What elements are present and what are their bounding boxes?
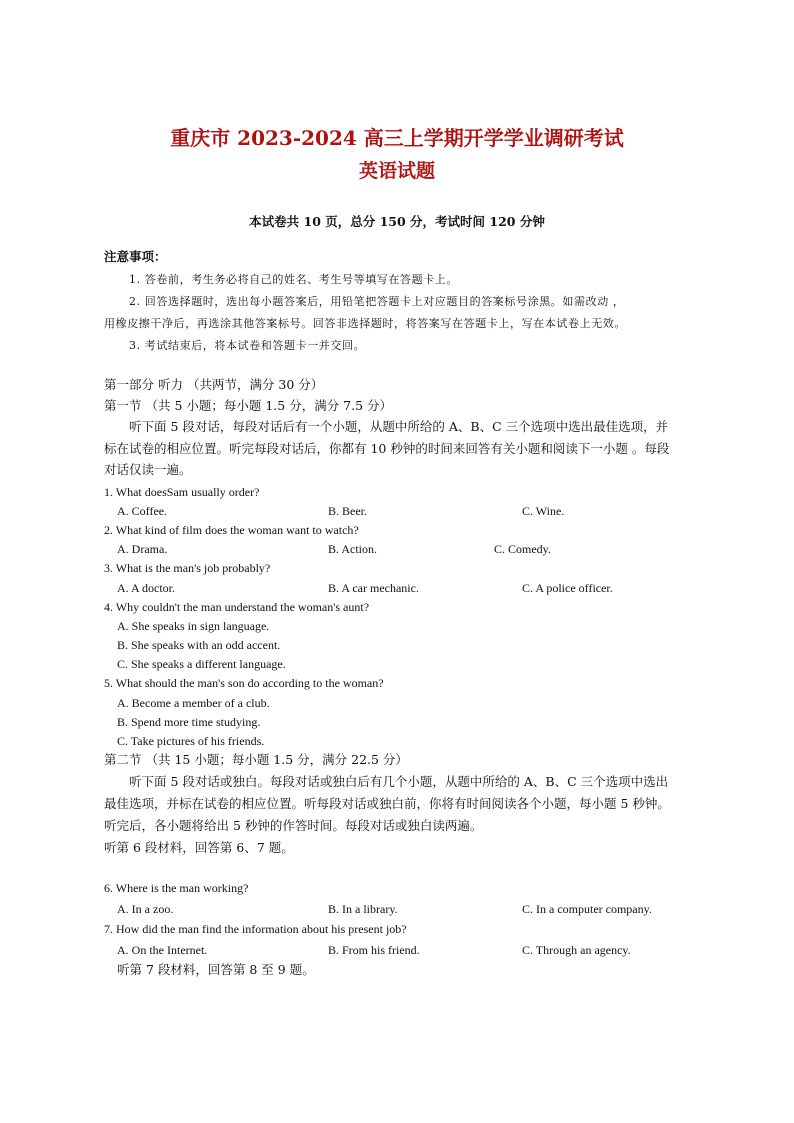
question-text: 3. What is the man's job probably? [104,561,271,575]
option-b: B. She speaks with an odd accent. [117,638,281,652]
option-c: C. She speaks a different language. [117,657,286,671]
note-item: 1. 答卷前，考生务必将自己的姓名、考生号等填写在答题卡上。 [129,273,458,286]
exam-info: 本试卷共 10 页，总分 150 分，考试时间 120 分钟 [249,214,545,229]
section1-heading: 第一节 （共 5 小题；每小题 1.5 分，满分 7.5 分） [104,398,393,413]
exam-title: 重庆市 2023-2024 高三上学期开学学业调研考试 [170,126,624,150]
option-b: B. A car mechanic. [328,581,419,595]
section1-instruction: 听下面 5 段对话，每段对话后有一个小题，从题中所给的 A、B、C 三个选项中选出最佳选项，并 [129,419,669,434]
exam-subtitle: 英语试题 [358,160,435,182]
part1-heading: 第一部分 听力 （共两节，满分 30 分） [104,377,324,392]
question-text: 4. Why couldn't the man understand the woman's aunt? [104,600,370,614]
notes-heading: 注意事项： [104,249,167,264]
note-item: 3. 考试结束后，将本试卷和答题卡一并交回。 [129,339,366,352]
option-b: B. In a library. [328,902,398,916]
option-c: C. In a computer company. [522,902,652,916]
option-b: B. Beer. [328,504,367,518]
question-text: 1. What doesSam usually order? [104,485,260,499]
option-a: A. Drama. [117,542,168,556]
option-a: A. In a zoo. [117,902,174,916]
option-c: C. A police officer. [522,581,613,595]
question-text: 5. What should the man's son do according to the woman? [104,676,384,690]
note-item: 2. 回答选择题时，选出每小题答案后，用铅笔把答题卡上对应题目的答案标号涂黑。如需改动 ， [129,295,625,308]
option-a: A. On the Internet. [117,943,208,957]
option-b: B. From his friend. [328,943,420,957]
section2-instruction: 最佳选项，并标在试卷的相应位置。听每段对话或独白前，你将有时间阅读各个小题，每小题 5 秒钟。 [104,796,670,811]
material-note: 听第 6 段材料，回答第 6、7 题。 [104,840,294,855]
section1-instruction: 标在试卷的相应位置。听完每段对话后，你都有 10 秒钟的时间来回答有关小题和阅读下一小题 。每段 [104,441,670,456]
option-c: C. Wine. [522,504,565,518]
option-a: A. She speaks in sign language. [117,619,270,633]
note-item: 用橡皮擦干净后，再选涂其他答案标号。回答非选择题时，将答案写在答题卡上，写在本试卷上无效。 [104,317,626,330]
option-a: A. A doctor. [117,581,176,595]
option-c: C. Take pictures of his friends. [117,734,265,748]
option-c: C. Through an agency. [522,943,631,957]
question-text: 2. What kind of film does the woman want to watch? [104,523,359,537]
option-b: B. Action. [328,542,378,556]
question-text: 6. Where is the man working? [104,881,249,895]
option-a: A. Coffee. [117,504,168,518]
section2-heading: 第二节 （共 15 小题；每小题 1.5 分，满分 22.5 分） [104,752,408,767]
section2-instruction: 听完后，各小题将给出 5 秒钟的作答时间。每段对话或独白读两遍。 [104,818,483,833]
question-text: 7. How did the man find the information about his present job? [104,922,407,936]
section1-instruction: 对话仅读一遍。 [104,462,192,477]
material-note: 听第 7 段材料，回答第 8 至 9 题。 [117,962,315,977]
option-a: A. Become a member of a club. [117,696,270,710]
option-b: B. Spend more time studying. [117,715,261,729]
option-c: C. Comedy. [494,542,551,556]
section2-instruction: 听下面 5 段对话或独白。每段对话或独白后有几个小题，从题中所给的 A、B、C 三个选项中选出 [129,774,669,789]
